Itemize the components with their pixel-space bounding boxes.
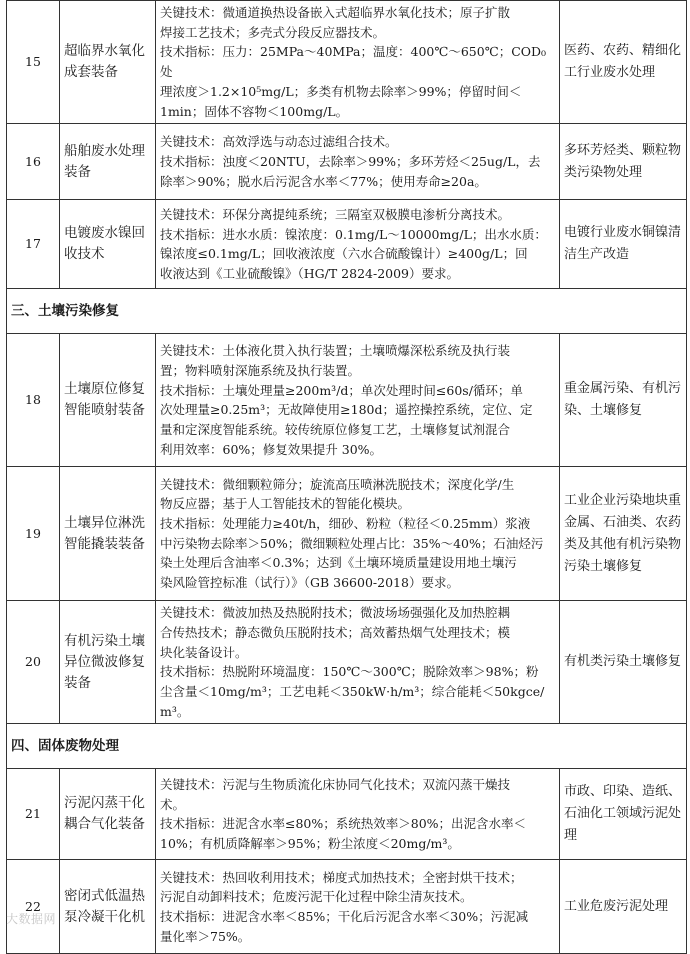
row-number: 19 <box>7 467 60 601</box>
tech-line: 1min；固体不容物＜100mg/L。 <box>160 103 349 119</box>
tech-line: 染土处理后含油率＜0.3%；达到《土壤环境质量建设用地土壤污 <box>160 555 517 571</box>
table-row <box>7 200 687 289</box>
table-row <box>7 769 687 860</box>
application-field: 电镀行业废水铜镍清洁生产改造 <box>560 200 687 289</box>
tech-line: 块化装备设计。 <box>160 644 248 660</box>
table-row <box>7 860 687 954</box>
tech-line: 中污染物去除率＞50%；微细颗粒处理占比：35%～40%；石油烃污 <box>160 535 544 551</box>
section-row <box>7 724 687 769</box>
row-number: 15 <box>7 1 60 124</box>
table-row <box>7 601 687 724</box>
tech-line: 技术指标：进泥含水率＜85%；干化后污泥含水率＜30%；污泥减 <box>160 908 529 924</box>
equipment-name: 电镀废水镍回收技术 <box>60 200 156 289</box>
equipment-name: 土壤原位修复智能喷射装备 <box>60 334 156 467</box>
row-number: 22 <box>7 860 60 954</box>
tech-line: 技术指标：处理能力≥40t/h，细砂、粉粒（粒径＜0.25mm）浆液 <box>160 516 531 532</box>
table-row <box>7 334 687 467</box>
tech-line: 除率＞90%；脱水后污泥含水率＜77%；使用寿命≥20a。 <box>160 173 487 189</box>
row-number: 20 <box>7 601 60 724</box>
technical-description <box>156 860 560 954</box>
section-row <box>7 289 687 334</box>
row-number: 21 <box>7 769 60 860</box>
row-number: 18 <box>7 334 60 467</box>
table-row <box>7 124 687 200</box>
equipment-name: 超临界水氧化成套装备 <box>60 1 156 124</box>
tech-line: 关键技术：土体液化贯入执行装置；土壤喷爆深松系统及执行装 <box>160 343 511 359</box>
technical-description <box>156 769 560 860</box>
section-heading: 三、土壤污染修复 <box>7 289 687 334</box>
tech-line: 关键技术：污泥与生物质流化床协同气化技术；双流闪蒸干燥技 <box>160 777 511 793</box>
tech-line: 技术指标：进泥含水率≤80%；系统热效率＞80%；出泥含水率＜ <box>160 816 527 832</box>
tech-line: 尘含量＜10mg/m³；工艺电耗＜350kW·h/m³；综合能耗＜50kgce/m³。 <box>160 684 545 719</box>
tech-line: 置；物料喷射深施系统及执行装置。 <box>160 362 361 378</box>
section-heading: 四、固体废物处理 <box>7 724 687 769</box>
tech-line: 技术指标：热脱附环境温度：150℃～300℃；脱除效率＞98%；粉 <box>160 664 539 680</box>
tech-line: 合传热技术；静态微负压脱附技术；高效蓄热烟气处理技术；模 <box>160 624 511 640</box>
tech-line: 关键技术：微细颗粒筛分；旋流高压喷淋洗脱技术；深度化学/生 <box>160 476 515 492</box>
tech-line: 量和定深度智能系统。较传统原位修复工艺，土壤修复试剂混合 <box>160 421 511 437</box>
application-field: 重金属污染、有机污染、土壤修复 <box>560 334 687 467</box>
equipment-table <box>6 0 687 954</box>
tech-line: 技术指标：压力：25MPa～40MPa；温度：400℃～650℃；COD₀处 <box>160 44 547 80</box>
tech-line: 关键技术：微通道换热设备嵌入式超临界水氧化技术；原子扩散 <box>160 5 511 20</box>
tech-line: 镍浓度≤0.1mg/L；回收液浓度（六水合硫酸镍计）≥400g/L；回 <box>160 246 528 262</box>
technical-description <box>156 467 560 601</box>
watermark: 大数据网 <box>6 912 57 926</box>
technical-description <box>156 124 560 200</box>
technical-description <box>156 200 560 289</box>
tech-line: 关键技术：热回收利用技术；梯度式加热技术；全密封烘干技术； <box>160 869 523 885</box>
application-field: 有机类污染土壤修复 <box>560 601 687 724</box>
application-field: 多环芳烃类、颗粒物类污染物处理 <box>560 124 687 200</box>
tech-line: 物反应器；基于人工智能技术的智能化模块。 <box>160 496 411 512</box>
tech-line: 焊接工艺技术；多壳式分段反应器技术。 <box>160 24 386 40</box>
row-number: 17 <box>7 200 60 289</box>
tech-line: 理浓度＞1.2×10⁵mg/L；多类有机物去除率＞99%；停留时间＜ <box>160 83 522 99</box>
technical-description <box>156 334 560 467</box>
equipment-name: 船舶废水处理装备 <box>60 124 156 200</box>
application-field: 工业危废污泥处理 <box>560 860 687 954</box>
tech-line: 技术指标：土壤处理量≥200m³/d；单次处理时间≤60s/循环；单 <box>160 382 523 398</box>
tech-line: 量化率＞75%。 <box>160 928 251 944</box>
application-field: 工业企业污染地块重金属、石油类、农药类及其他有机污染物污染土壤修复 <box>560 467 687 601</box>
table-row <box>7 467 687 601</box>
tech-line: 关键技术：高效浮选与动态过滤组合技术。 <box>160 134 398 150</box>
tech-line: 技术指标：进水水质：镍浓度：0.1mg/L～10000mg/L；出水水质： <box>160 226 547 242</box>
table-body <box>7 1 687 954</box>
tech-line: 关键技术：微波加热及热脱附技术；微波场场强强化及加热腔耦 <box>160 605 511 621</box>
tech-line: 利用效率：60%；修复效果提升 30%。 <box>160 441 383 457</box>
tech-line: 收液达到《工业硫酸镍》（HG/T 2824-2009）要求。 <box>160 265 460 281</box>
equipment-name: 有机污染土壤异位微波修复装备 <box>60 601 156 724</box>
technical-description <box>156 601 560 724</box>
tech-line: 技术指标：浊度＜20NTU，去除率＞99%；多环芳烃＜25ug/L，去 <box>160 153 541 169</box>
application-field: 市政、印染、造纸、石油化工领域污泥处理 <box>560 769 687 860</box>
table-row <box>7 1 687 124</box>
tech-line: 10%；有机质降解率＞95%；粉尘浓度＜20mg/m³。 <box>160 836 460 852</box>
equipment-name: 密闭式低温热泵冷凝干化机 <box>60 860 156 954</box>
row-number: 16 <box>7 124 60 200</box>
equipment-name: 污泥闪蒸干化耦合气化装备 <box>60 769 156 860</box>
equipment-name: 土壤异位淋洗智能撬装装备 <box>60 467 156 601</box>
tech-line: 关键技术：环保分离提纯系统；三隔室双极膜电渗析分离技术。 <box>160 206 511 222</box>
tech-line: 污泥自动卸料技术；危废污泥干化过程中除尘清灰技术。 <box>160 889 473 905</box>
tech-line: 染风险管控标准（试行）》（GB 36600-2018）要求。 <box>160 575 459 591</box>
tech-line: 次处理量≥0.25m³；无故障使用≥180d；遥控操控系统，定位、定 <box>160 402 533 418</box>
application-field: 医药、农药、精细化工行业废水处理 <box>560 1 687 124</box>
tech-line: 术。 <box>160 796 186 812</box>
technical-description <box>156 1 560 124</box>
